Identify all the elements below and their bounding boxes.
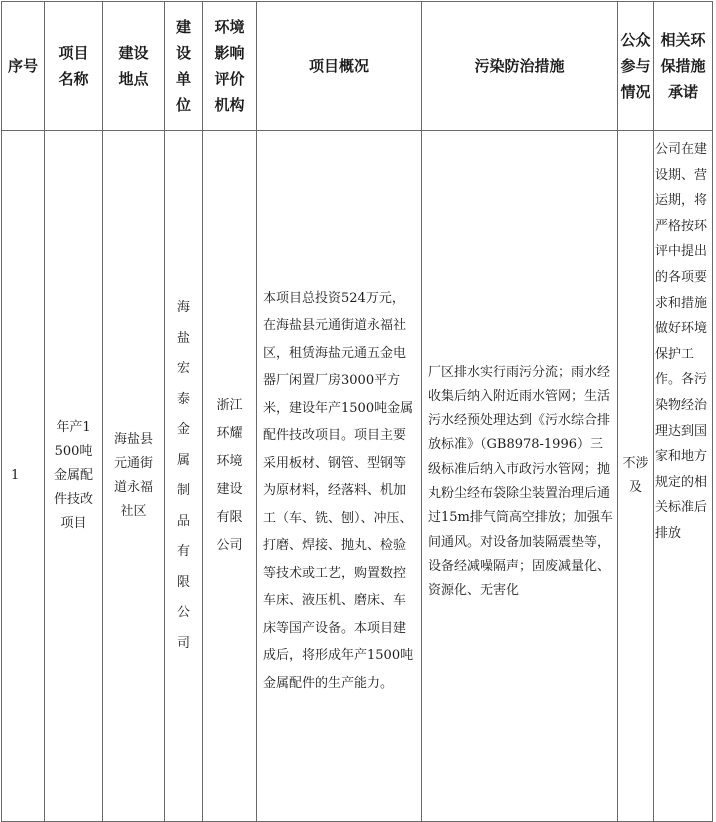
header-commitment: 相关环保措施承诺 [654, 2, 713, 131]
table-row [2, 131, 713, 822]
header-row [2, 2, 713, 131]
header-eia-agency: 环境影响评价机构 [203, 2, 257, 131]
eia-table [1, 1, 713, 822]
header-location: 建设地点 [103, 2, 165, 131]
header-builder: 建设单位 [165, 2, 203, 131]
header-index: 序号 [2, 2, 45, 131]
cell-eia-agency: 浙江环耀环境建设有限公司 [203, 131, 257, 822]
header-project-name: 项目名称 [45, 2, 103, 131]
cell-pollution-measures: 厂区排水实行雨污分流；雨水经收集后纳入附近雨水管网；生活污水经预处理达到《污水综合排放标准》（GB8978-1996）三级标准后纳入市政污水管网；抛丸粉尘经布袋除尘装置治理后通过15m排气筒高空排放；加强车间通风。对设备加装隔震垫等，设备经减噪隔声；固废减量化、资源化、无害化 [422, 131, 618, 822]
cell-public-participation: 不涉及 [618, 131, 654, 822]
header-public-participation: 公众参与情况 [618, 2, 654, 131]
cell-overview: 本项目总投资524万元，在海盐县元通街道永福社区，租赁海盐元通五金电器厂闲置厂房3000平方米，建设年产1500吨金属配件技改项目。项目主要采用板材、钢管、型钢等为原材料，经落料、机加工（车、铣、刨）、冲压、打磨、焊接、抛丸、检验等技术或工艺，购置数控车床、液压机、磨床、车床等国产设备。本项目建成后，将形成年产1500吨金属配件的生产能力。 [257, 131, 422, 822]
cell-location: 海盐县元通街道永福社区 [103, 131, 165, 822]
cell-builder: 海盐宏泰金属制品有限公司 [165, 131, 203, 822]
header-overview: 项目概况 [257, 2, 422, 131]
cell-commitment: 公司在建设期、营运期，将严格按环评中提出的各项要求和措施做好环境保护工作。各污染物经治理达到国家和地方规定的相关标准后排放 [654, 131, 713, 822]
cell-project-name: 年产1500吨金属配件技改项目 [45, 131, 103, 822]
header-pollution-measures: 污染防治措施 [422, 2, 618, 131]
cell-index: 1 [2, 131, 45, 822]
